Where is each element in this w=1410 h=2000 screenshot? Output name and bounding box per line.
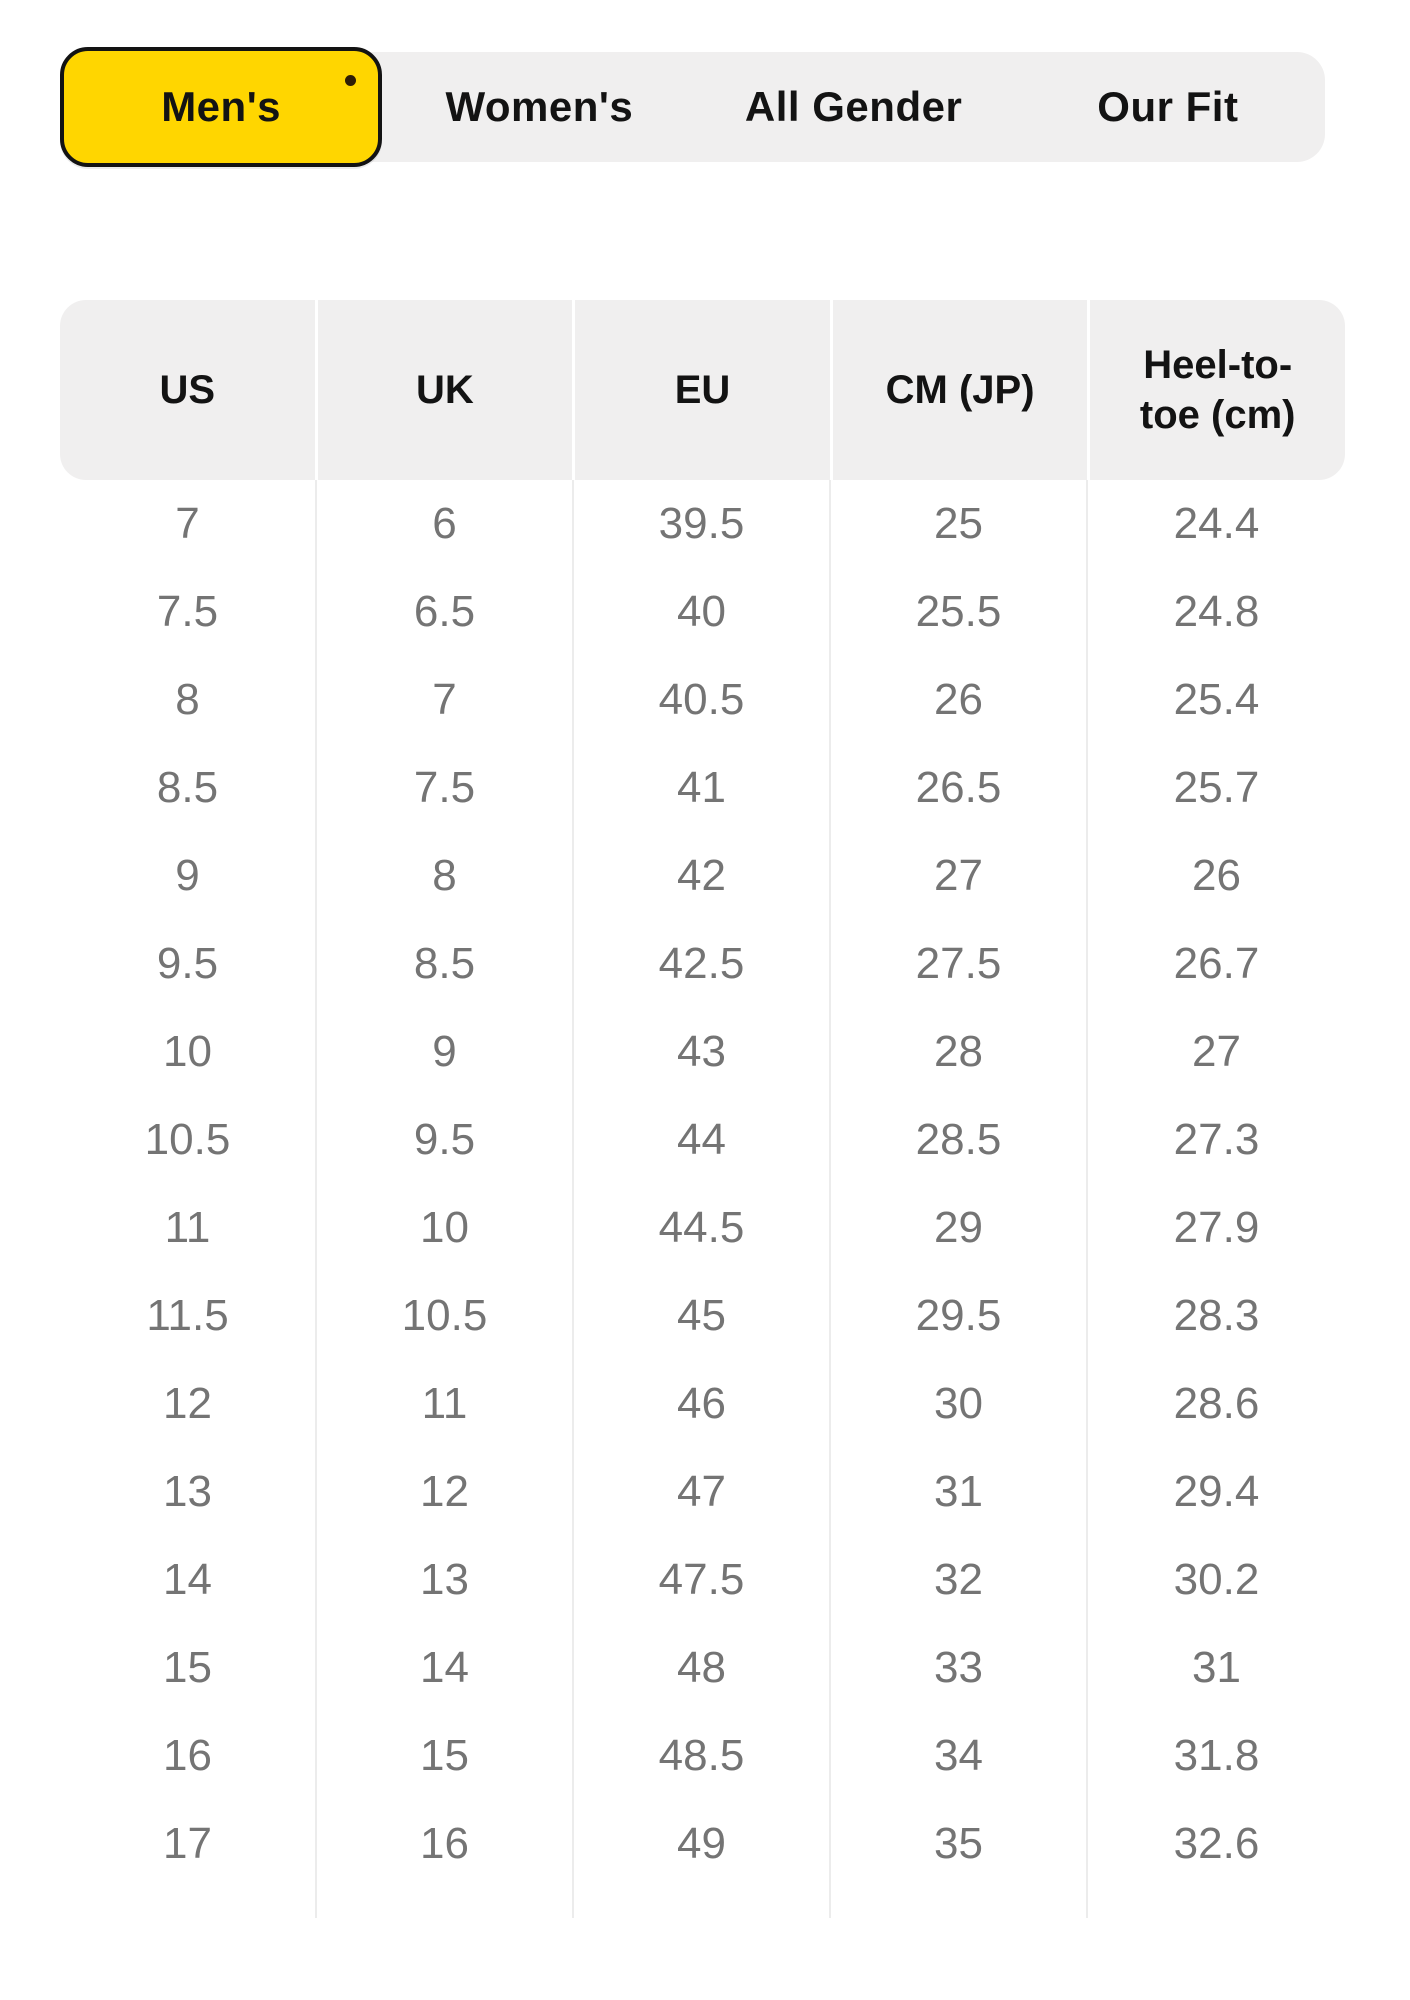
tab-womens-label: Women's — [445, 83, 634, 130]
table-cell: 28.5 — [831, 1096, 1088, 1184]
table-cell: 13 — [317, 1536, 574, 1624]
column-header-cm-jp: CM (JP) — [833, 300, 1088, 480]
table-cell: 31 — [1192, 1643, 1241, 1692]
table-cell: 14 — [60, 1536, 317, 1624]
table-cell: 17 — [60, 1800, 317, 1888]
table-cell: 26 — [1192, 851, 1241, 900]
table-cell: 29 — [831, 1184, 1088, 1272]
table-cell: 41 — [574, 744, 831, 832]
table-cell: 11.5 — [60, 1272, 317, 1360]
table-cell: 39.5 — [574, 480, 831, 568]
table-cell: 46 — [574, 1360, 831, 1448]
table-cell: 7 — [317, 656, 574, 744]
table-cell: 28 — [831, 1008, 1088, 1096]
column-header-eu: EU — [575, 300, 830, 480]
table-cell: 8.5 — [60, 744, 317, 832]
tab-womens[interactable] — [382, 52, 696, 162]
table-cell: 48.5 — [574, 1712, 831, 1800]
table-cell: 24.8 — [1173, 587, 1260, 636]
table-cell: 9.5 — [317, 1096, 574, 1184]
table-cell: 33 — [831, 1624, 1088, 1712]
table-cell: 43 — [574, 1008, 831, 1096]
table-cell: 35 — [831, 1800, 1088, 1888]
table-cell: 10.5 — [317, 1272, 574, 1360]
table-row — [60, 1360, 1345, 1448]
table-cell: 12 — [317, 1448, 574, 1536]
table-cell: 28.3 — [1173, 1291, 1260, 1340]
column-header-heel-to-toe: Heel-to-toe (cm) — [1090, 300, 1345, 480]
table-cell: 25 — [831, 480, 1088, 568]
tab-mens-label: Men's — [161, 83, 282, 130]
size-conversion-table — [60, 300, 1345, 1918]
table-cell: 10 — [60, 1008, 317, 1096]
table-cell: 28.6 — [1173, 1379, 1260, 1428]
table-row — [60, 1184, 1345, 1272]
table-cell: 27.3 — [1173, 1115, 1260, 1164]
table-row — [60, 832, 1345, 920]
table-cell: 40 — [574, 568, 831, 656]
table-cell: 15 — [317, 1712, 574, 1800]
table-cell: 45 — [574, 1272, 831, 1360]
table-cell: 11 — [60, 1184, 317, 1272]
active-tab-indicator-dot — [345, 75, 356, 86]
column-header-us: US — [60, 300, 315, 480]
table-cell: 25.4 — [1173, 675, 1260, 724]
table-row — [60, 1272, 1345, 1360]
size-chart-tabbar — [60, 52, 1325, 162]
table-cell: 42.5 — [574, 920, 831, 1008]
table-cell: 27.9 — [1173, 1203, 1260, 1252]
table-cell: 8 — [317, 832, 574, 920]
table-cell: 16 — [317, 1800, 574, 1888]
divider-stub — [317, 1888, 574, 1918]
tab-mens[interactable] — [60, 47, 382, 167]
table-row — [60, 1536, 1345, 1624]
divider-stub — [60, 1888, 317, 1918]
table-row — [60, 480, 1345, 568]
table-cell: 24.4 — [1173, 499, 1260, 548]
table-cell: 29.5 — [831, 1272, 1088, 1360]
table-cell: 15 — [60, 1624, 317, 1712]
divider-stub — [1088, 1888, 1345, 1918]
table-cell: 32 — [831, 1536, 1088, 1624]
table-cell: 49 — [574, 1800, 831, 1888]
table-cell: 6 — [317, 480, 574, 568]
tab-our-fit[interactable] — [1011, 52, 1325, 162]
table-cell: 29.4 — [1173, 1467, 1260, 1516]
table-cell: 11 — [317, 1360, 574, 1448]
table-row — [60, 920, 1345, 1008]
table-row — [60, 1800, 1345, 1888]
table-cell: 7.5 — [317, 744, 574, 832]
table-row — [60, 656, 1345, 744]
table-cell: 31 — [831, 1448, 1088, 1536]
table-cell: 42 — [574, 832, 831, 920]
table-cell: 31.8 — [1173, 1731, 1260, 1780]
table-cell: 27.5 — [831, 920, 1088, 1008]
table-cell: 30.2 — [1173, 1555, 1260, 1604]
table-row — [60, 1096, 1345, 1184]
table-cell: 10 — [317, 1184, 574, 1272]
table-cell: 9 — [60, 832, 317, 920]
table-cell: 47.5 — [574, 1536, 831, 1624]
divider-stub — [574, 1888, 831, 1918]
table-cell: 13 — [60, 1448, 317, 1536]
table-cell: 26 — [831, 656, 1088, 744]
tab-all-gender[interactable] — [697, 52, 1011, 162]
table-cell: 9 — [317, 1008, 574, 1096]
table-cell: 27 — [1192, 1027, 1241, 1076]
table-cell: 7.5 — [60, 568, 317, 656]
table-cell: 8 — [60, 656, 317, 744]
table-row — [60, 1624, 1345, 1712]
table-cell: 9.5 — [60, 920, 317, 1008]
table-cell: 40.5 — [574, 656, 831, 744]
table-cell: 10.5 — [60, 1096, 317, 1184]
table-cell: 26.7 — [1173, 939, 1260, 988]
table-cell: 48 — [574, 1624, 831, 1712]
column-header-uk: UK — [318, 300, 573, 480]
tab-our-fit-label: Our Fit — [1097, 83, 1239, 130]
table-footer-spacer — [60, 1888, 1345, 1918]
table-cell: 32.6 — [1173, 1819, 1260, 1868]
table-row — [60, 744, 1345, 832]
table-cell: 30 — [831, 1360, 1088, 1448]
table-cell: 6.5 — [317, 568, 574, 656]
table-cell: 25.5 — [831, 568, 1088, 656]
table-row — [60, 1448, 1345, 1536]
table-cell: 44.5 — [574, 1184, 831, 1272]
table-cell: 25.7 — [1173, 763, 1260, 812]
table-header-row — [60, 300, 1345, 480]
table-cell: 8.5 — [317, 920, 574, 1008]
table-body — [60, 480, 1345, 1918]
table-cell: 16 — [60, 1712, 317, 1800]
table-row — [60, 1008, 1345, 1096]
divider-stub — [831, 1888, 1088, 1918]
table-row — [60, 1712, 1345, 1800]
table-cell: 27 — [831, 832, 1088, 920]
table-cell: 26.5 — [831, 744, 1088, 832]
table-row — [60, 568, 1345, 656]
table-cell: 12 — [60, 1360, 317, 1448]
table-cell: 47 — [574, 1448, 831, 1536]
table-cell: 14 — [317, 1624, 574, 1712]
table-cell: 34 — [831, 1712, 1088, 1800]
tab-all-gender-label: All Gender — [744, 83, 963, 130]
table-cell: 44 — [574, 1096, 831, 1184]
table-cell: 7 — [60, 480, 317, 568]
